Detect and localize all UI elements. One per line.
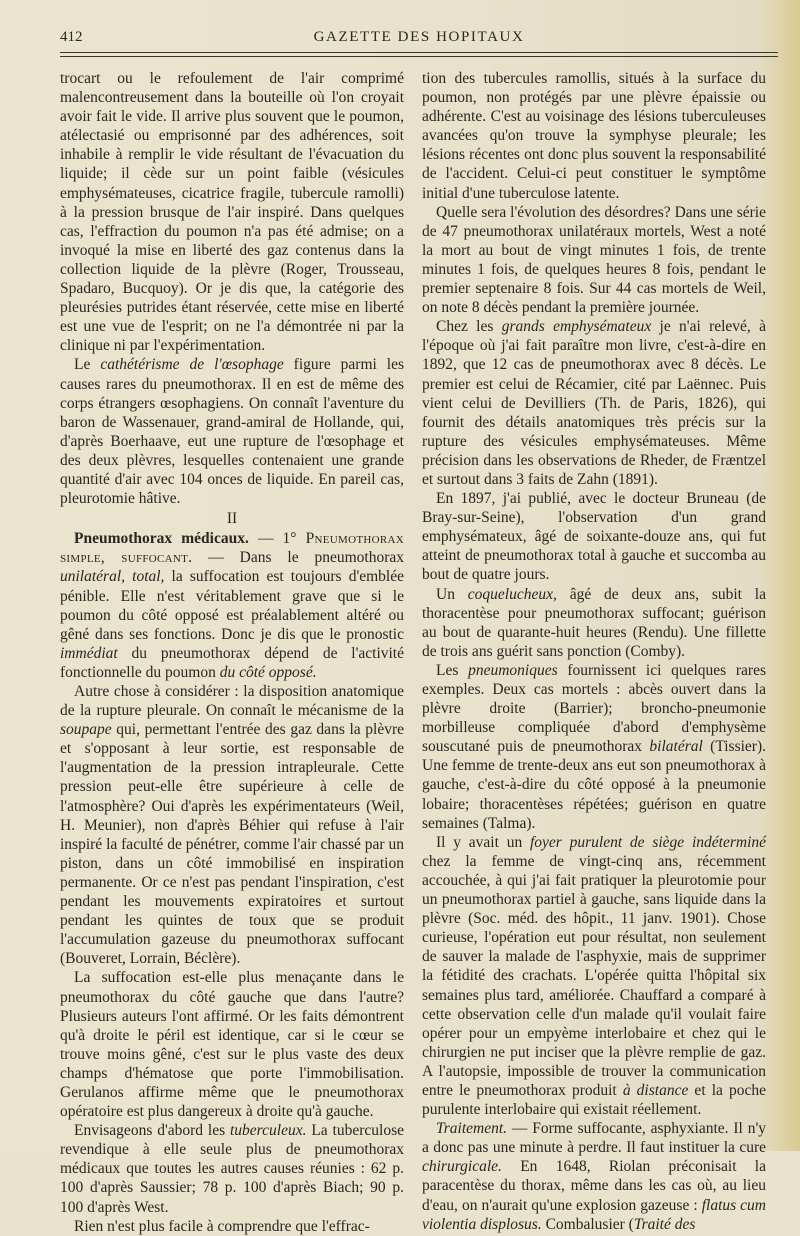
text-run: je n'ai relevé, à l'époque où j'ai fait paraître mon livre, c'est-à-dire en 1892, que 12 cas de pneumothorax avec 8 décès. Le premier est celui de Récamier, cité par Laënnec. Puis vient celui de Devilliers (Th. de Paris, 1826), qui fournit des détails anatomiques très précis sur la rupture des vésicules emphysémateuses. Même précision dans les observations de Rheder, de Fræntzel et surtout dans 3 faits de Zahn (1891). (422, 318, 766, 488)
italic-run: chirurgicale. (422, 1158, 502, 1176)
italic-run: flatus cum violentia displosus. (422, 1196, 766, 1233)
text-run: Combalusier ( (541, 1215, 634, 1233)
section-heading: Pneumothorax médicaux. (74, 530, 249, 548)
italic-run: unilatéral, total, (60, 568, 165, 586)
paragraph (422, 661, 766, 833)
text-run: chez la femme de vingt-cinq ans, récemment accouchée, à qui j'ai fait pratiquer la pleurotomie pour un pneumothorax partiel à gauche, sans liquide dans la plèvre (Soc. méd. des hôpit., 11 janv. 1901). Chose curieuse, l'opération eut pour résultat, non seulement de sauver la malade de l'asphyxie, mais de supprimer la fétidité des crachats. L'opérée quitta l'hôpital six semaines plus tard, améliorée. Chauffard a comparé à cette observation celle d'un malade qu'il voulait faire opérer pour un empyème interlobaire et chez qui le chirurgien ne put inciser que la plèvre remplie de gaz. A l'autopsie, impossible de trouver la communication entre le pneumothorax produit (422, 852, 766, 1099)
italic-run: tuberculeux. (230, 1122, 307, 1140)
italic-run: Traitement. (436, 1120, 508, 1138)
header-rule-thin (60, 56, 778, 57)
italic-run: foyer purulent de siège indéterminé (529, 833, 767, 851)
paragraph: La suffocation est-elle plus menaçante dans le pneumothorax du côté gauche que dans l'autre? Plusieurs auteurs l'ont affirmé. Or les faits démontrent qu'à droite le péril est identique, car si le cœur se trouve moins gêné, c'est sur le plus vaste des deux champs d'hématose que porte l'immobilisation. Gerulanos affirme même que le pneumothorax opératoire est plus dangereux à droite qu'à gauche. (60, 969, 404, 1121)
paragraph (422, 585, 766, 661)
text-run: Autre chose à considérer : la disposition anatomique de la rupture pleurale. On connaît le mécanisme de la (60, 683, 404, 720)
italic-run: immédiat (60, 644, 118, 662)
text-run: Les (436, 661, 469, 679)
text-run: la suffocation est toujours d'emblée pénible. Elle n'est véritablement grave que si le poumon du côté opposé est préalablement altéré ou gêné dans ses fonctions. Donc je dis que le pronostic (60, 568, 405, 643)
text-run: Envisageons d'abord les (74, 1122, 230, 1140)
left-column (60, 69, 404, 1236)
paragraph (60, 355, 404, 508)
paragraph: trocart ou le refoulement de l'air comprimé malencontreusement dans la bouteille où l'on croyait avoir fait le vide. Il arrive plus souvent que le poumon, atélectasié ou emprisonné par des adhérences, soit inhabile à remplir le vide résultant de l'évacuation du liquide; il cède sur un point faible (vésicules emphysémateuses, cicatrice fragile, tubercule ramolli) à la pression brusque de l'air inspiré. Dans quelques cas, l'effraction du poumon n'a pas été admise; on a invoqué la mise en liberté des gaz contenus dans la collection liquide de la plèvre (Roger, Trousseau, Spadaro, Bucquoy). Or je dis que, la catégorie des pleurésies putrides étant réservée, cette mise en liberté est une vue de l'esprit; on ne l'a démontrée ni par la clinique ni par l'expérimentation. (60, 70, 404, 355)
right-column (422, 69, 766, 1234)
text-run: et la poche purulente interlobaire qui existait réellement. (422, 1081, 766, 1119)
italic-run: coqueluchеux, (467, 585, 557, 603)
paragraph (422, 833, 766, 1119)
text-run: âgé de deux ans, subit la thoracentèse pour pneumothorax suffocant; guérison au bout de quarante-huit heures (Rendu). Une fillette de trois ans guérit sans ponction (Comby). (422, 585, 766, 660)
text-run: — Dans le pneumothorax (192, 549, 405, 567)
paragraph (60, 1121, 404, 1216)
italic-run: grands emphysémateux (501, 318, 652, 336)
paragraph: Rien n'est plus facile à comprendre que l'effrac- (74, 1217, 370, 1235)
text-run: Il y avait un (436, 833, 530, 851)
text-run: du pneumothorax dépend de l'activité fonctionnelle du poumon (60, 644, 404, 681)
text-run: Un (436, 585, 468, 603)
italic-run: cathétérisme de l'œsophage (100, 356, 284, 374)
text-run: Le (74, 356, 101, 374)
italic-run: soupape (60, 721, 112, 739)
italic-run: Traité des (633, 1215, 696, 1233)
italic-run: à distance (622, 1081, 689, 1099)
italic-run: pneumoniques (468, 661, 558, 679)
italic-run: bilatéral (649, 738, 703, 756)
text-run: Chez les (436, 318, 502, 336)
header-rule-thick (60, 52, 778, 53)
text-run: fournissent ici quelques rares exemples. Deux cas mortels : abcès ouvert dans la plèvre droite (Barrier); broncho-pneumonie morbilleuse compliquée d'abord d'emphysème souscutané puis de pneumothorax (422, 661, 766, 756)
paragraph (422, 1119, 766, 1234)
text-run: qui, permettant l'entrée des gaz dans la plèvre et s'opposant à leur sortie, est responsable de l'augmentation de la pression intrapleurale. Cette pression peut-elle être supérieure à celle de l'atmosphère? Oui d'après les expérimentateurs (Weil, H. Meunier), non d'après Béhier qui refuse à l'air inspiré la faculté de pénétrer, comme l'air chassé par un piston, dans un côté immobilisé en inspiration permanente. Or ce n'est pas pendant l'inspiration, c'est pendant les mouvements expiratoires et surtout pendant les quintes de toux que se produit l'accumulation gazeuse du pneumothorax suffocant (Bouveret, Lorrain, Béclère). (60, 721, 404, 968)
paragraph: En 1897, j'ai publié, avec le docteur Bruneau (de Bray-sur-Seine), l'observation d'un grand emphysémateux, âgé de soixante-douze ans, qui fut atteint de pneumothorax total à gauche et succomba au bout de quatre jours. (422, 490, 766, 584)
text-run: figure parmi les causes rares du pneumothorax. Il en est de même des corps étrangers œsophagiens. On connaît l'aventure du baron de Wassenauer, grand-amiral de Hollande, qui, d'après Boerhaave, eut une rupture de l'œsophage et des deux plèvres, lesquelles contenaient une grande quantité d'air avec 104 onces de liquide. En pareil cas, pleurotomie hâtive. (60, 356, 404, 508)
text-run: En 1648, Riolan préconisait la paracentèse du thorax, même dans les cas où, au lieu d'eau, on n'aurait qu'une explosion gazeuse : (422, 1158, 766, 1214)
running-title: GAZETTE DES HOPITAUX (313, 29, 525, 45)
text-run: La tuberculose revendique à elle seule plus de pneumothorax médicaux que toutes les autres causes réunies : 62 p. 100 d'après Saussier; 78 p. 100 d'après Biach; 90 p. 100 d'après West. (60, 1122, 404, 1216)
text-run: (Tissier). Une femme de trente-deux ans eut son pneumothorax à gauche, c'est-à-dire du côté opposé à la pneumonie lobaire; thoracentèses répétées; guérison en quatre semaines (Talma). (422, 738, 767, 832)
text-run: — 1° (248, 530, 306, 548)
smallcaps-run: Pneumothorax simple, suffocant. (60, 530, 404, 567)
italic-run: du côté opposé. (219, 663, 317, 681)
paragraph (60, 682, 404, 968)
paragraph (60, 529, 404, 682)
page-header (60, 29, 778, 49)
paragraph: Quelle sera l'évolution des désordres? Dans une série de 47 pneumothorax unilatéraux mortels, West a noté la mort au bout de vingt minutes 1 fois, de trente minutes 1 fois, de quelques heures 8 fois, pendant le premier septenaire 8 fois. Sur 44 cas mortels de Weil, on note 8 décès pendant la première journée. (422, 203, 766, 317)
text-run: — Forme suffocante, asphyxiante. Il n'y a donc pas une minute à perdre. Il faut instituer la cure (422, 1120, 766, 1157)
page-number: 412 (60, 29, 83, 45)
paragraph: tion des tubercules ramollis, situés à la surface du poumon, non protégés par une plèvre épaissie ou adhérente. C'est au voisinage des lésions tuberculeuses avancées qu'on trouve la symphyse pleurale; les lésions récentes ont donc plus souvent la responsabilité de l'accident. Celui-ci peut constituer le symptôme initial d'une tuberculose latente. (422, 70, 766, 202)
section-number: II (226, 510, 238, 528)
paragraph (422, 317, 766, 489)
